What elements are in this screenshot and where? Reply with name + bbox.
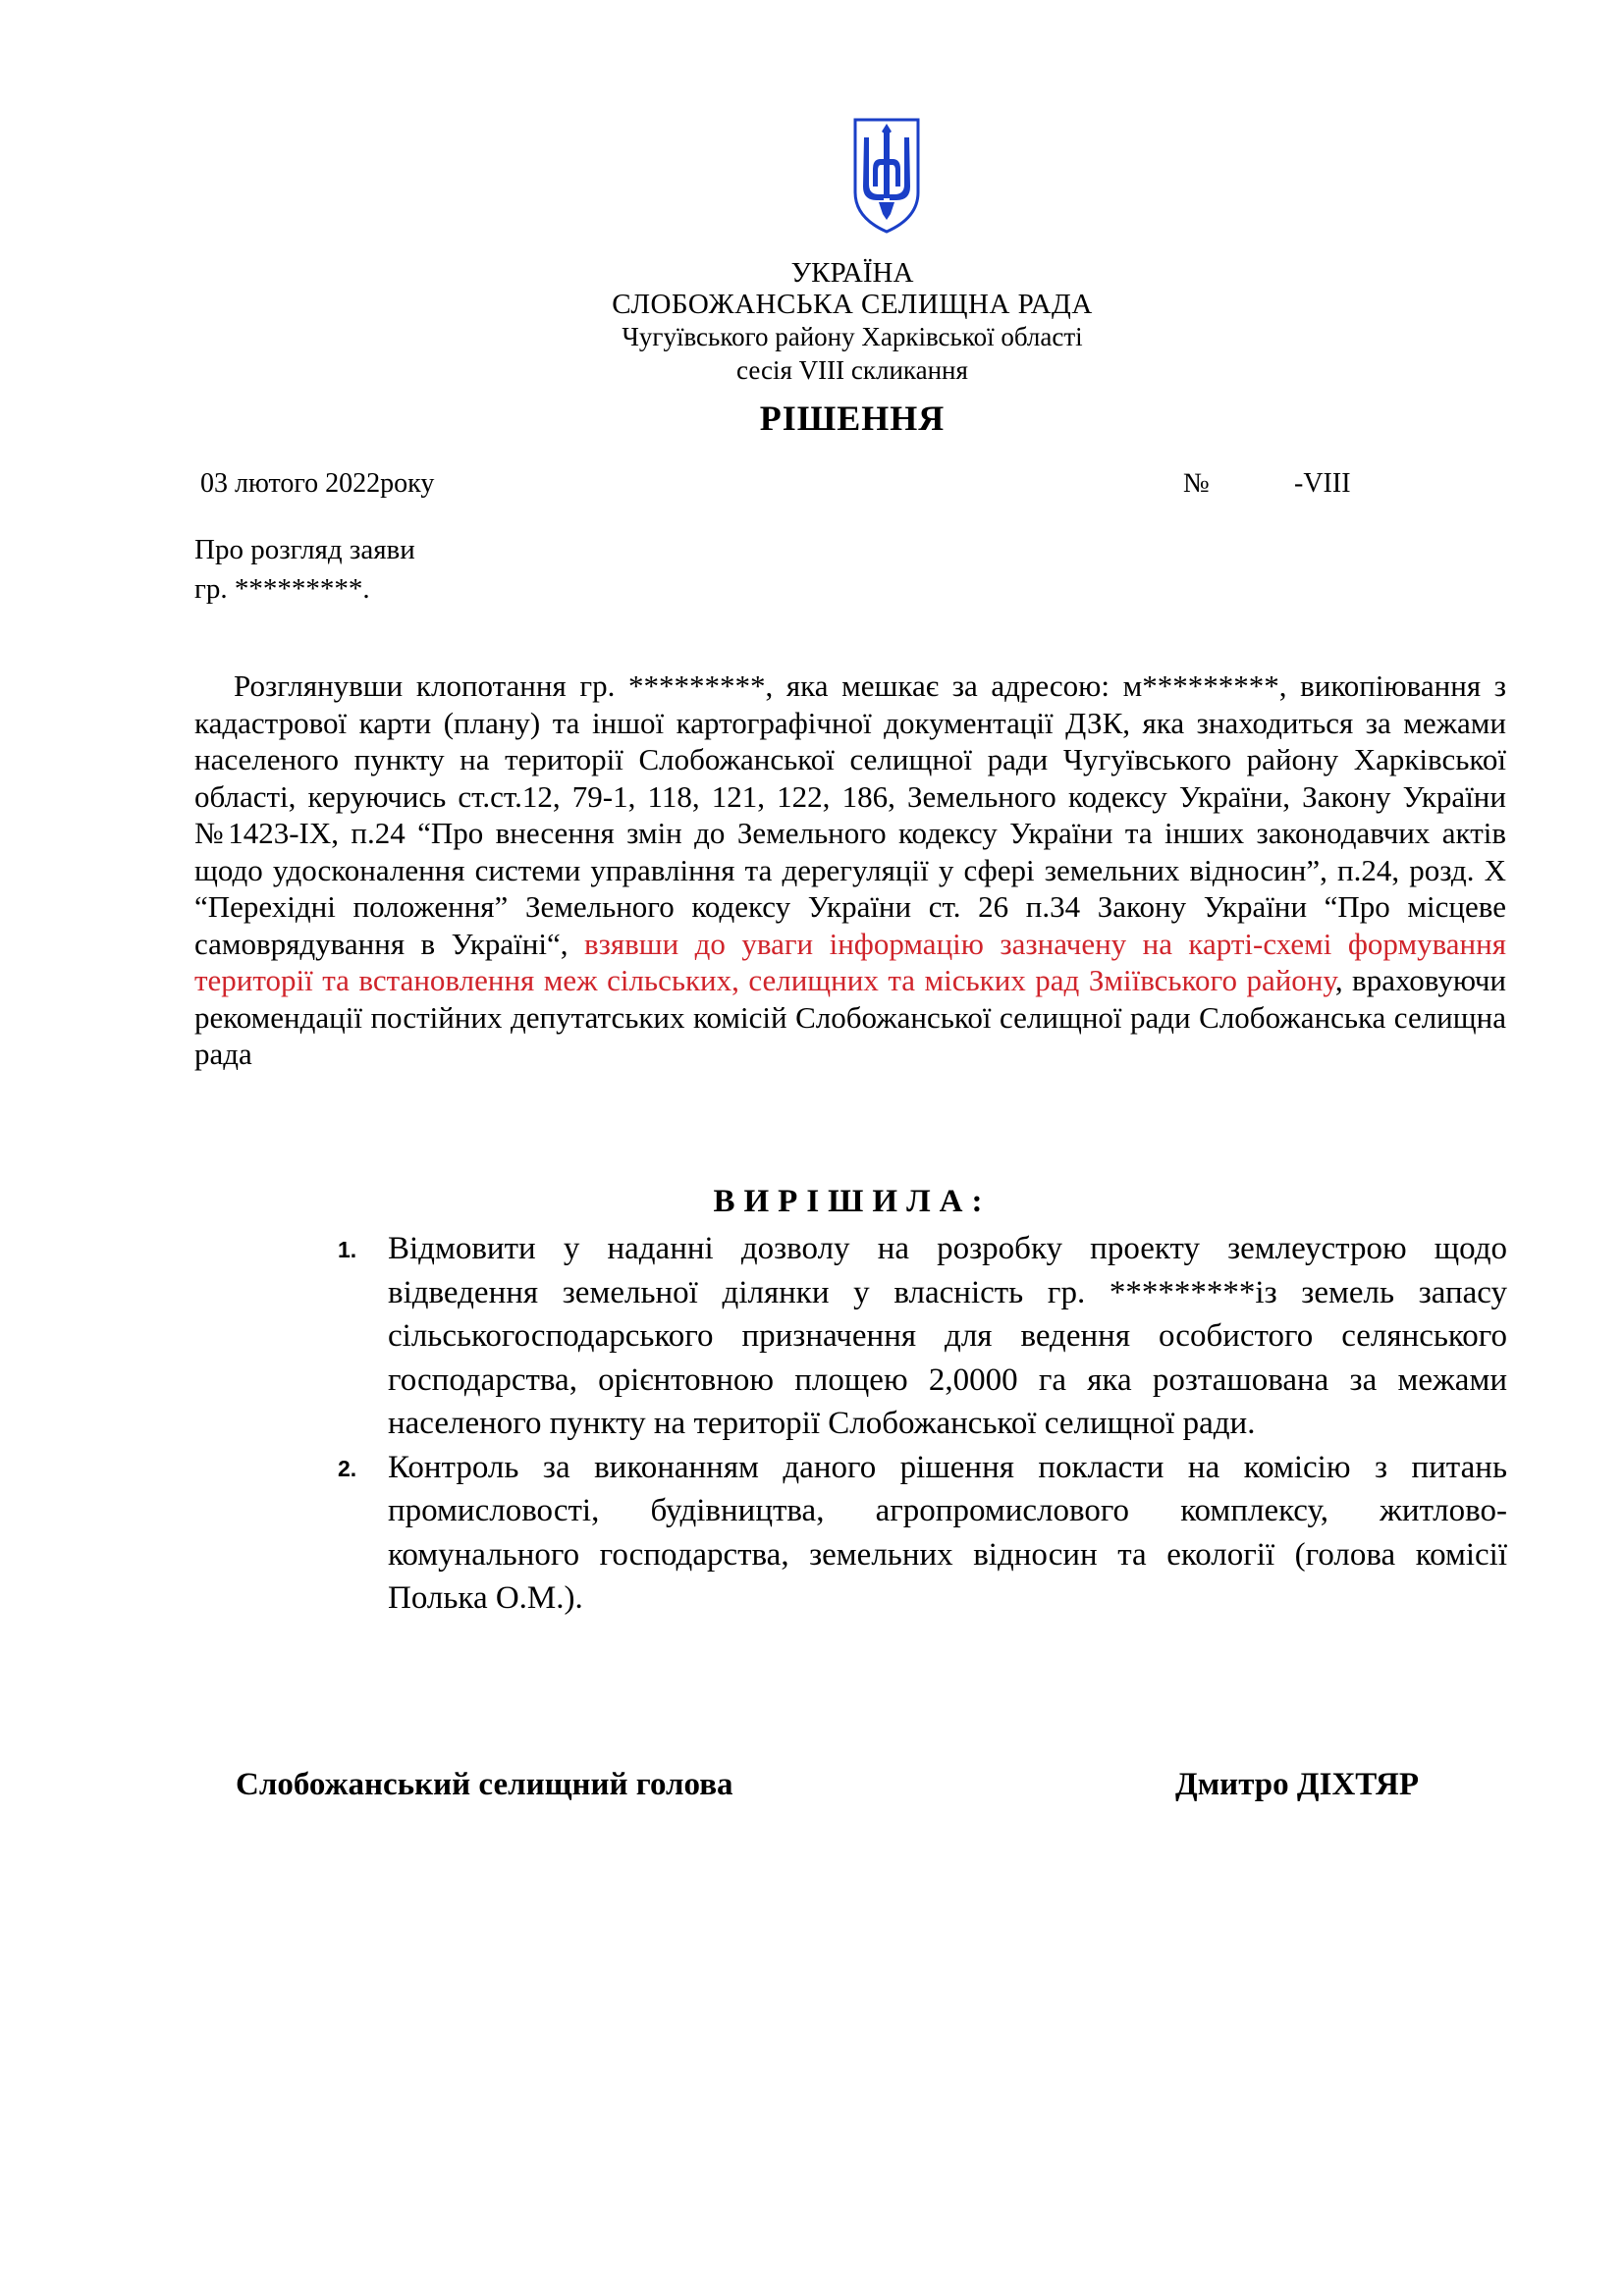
decision-item-number: 2. — [338, 1455, 357, 1481]
decision-item — [334, 1446, 1507, 1621]
subject-line-2: гр. *********. — [194, 573, 370, 605]
preamble-highlighted-text: взявши до уваги інформацію зазначену на карті-схемі формування території та встановлення меж сільських, селищних та міських рад Зміївського району — [194, 926, 1507, 997]
document-subject — [194, 530, 415, 609]
header-country: УКРАЇНА — [790, 257, 914, 289]
decision-item — [334, 1227, 1507, 1446]
decision-item-text: Контроль за виконанням даного рішення покласти на комісію з питань промисловості, будівництва, агропромислового комплексу, житлово-комунального господарства, земельних відносин та екології (голова комісії Полька О.М.). — [388, 1449, 1507, 1616]
subject-line-1: Про розгляд заяви — [194, 534, 415, 565]
document-number-sign: № — [1183, 468, 1210, 499]
document-number-suffix: -VIII — [1294, 468, 1351, 499]
decision-item-text: Відмовити у наданні дозволу на розробку проекту землеустрою щодо відведення земельної ділянки у власність гр. *********із земель запасу сільськогосподарського призначення для ведення особистого селянського господарства, орієнтовною площею 2,0000 га яка розташована за межами населеного пункту на території Слобожанської селищної ради. — [388, 1231, 1507, 1441]
header-council: СЛОБОЖАНСЬКА СЕЛИЩНА РАДА — [612, 289, 1093, 320]
header-session: сесія VIII скликання — [736, 355, 968, 385]
decision-item-number: 1. — [338, 1237, 357, 1262]
coat-of-arms-icon — [851, 116, 922, 236]
signatory-title: Слобожанський селищний голова — [236, 1767, 733, 1802]
document-date: 03 лютого 2022року — [200, 468, 435, 499]
decision-list — [334, 1227, 1507, 1621]
preamble-part-1: Розглянувши клопотання гр. *********, яка мешкає за адресою: м*********, викопіювання з кадастрової карти (плану) та іншої картографічної документації ДЗК, яка знаходиться за межами населеного пункту на території Слобожанської селищної ради Чугуївського району Харківської області, керуючись ст.ст.12, 79-1, 118, 121, 122, 186, Земельного кодексу України, Закону України №1423-IX, п.24 “Про внесення змін до Земельного кодексу України та інших законодавчих актів щодо удосконалення системи управління та дерегуляції у сфері земельних відносин”, п.24, розд. X “Перехідні положення” Земельного кодексу України ст. 26 п.34 Закону України “Про місцеве самоврядування в Україні“, — [194, 668, 1506, 961]
preamble-paragraph — [194, 667, 1506, 1073]
document-title: РІШЕННЯ — [759, 399, 946, 438]
preamble-part-2: , враховуючи рекомендації постійних депутатських комісій Слобожанської селищної ради Слобожанська селищна рада — [194, 963, 1507, 1071]
document-header — [0, 257, 1624, 387]
decision-heading: ВИРІШИЛА: — [713, 1184, 992, 1219]
signatory-name: Дмитро ДІХТЯР — [1175, 1767, 1420, 1802]
header-district: Чугуївського району Харківської області — [622, 322, 1083, 351]
